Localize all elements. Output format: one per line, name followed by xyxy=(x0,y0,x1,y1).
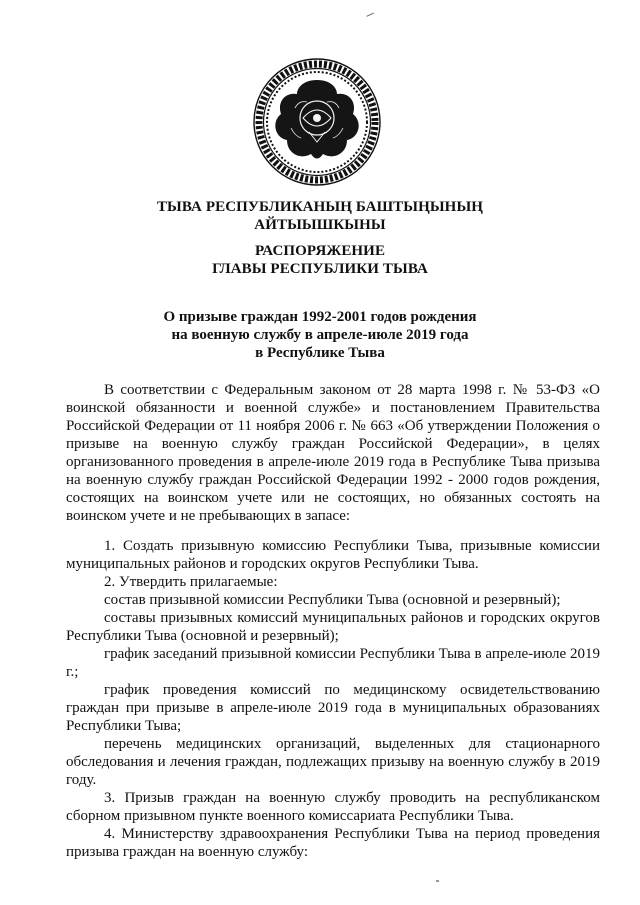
intro-paragraph: В соответствии с Федеральным законом от 28 марта 1998 г. № 53-ФЗ «О воинской обязанности и военной службе» и постановлением Правительства Российской Федерации от 11 ноября 2006 г. № 663 «Об утверждении Положения о призыве на военную службу граждан Российской Федерации», в целях организованного проведения в апреле-июле 2019 года в Республике Тыва призыва на военную службу граждан Российской Федерации 1992 - 2000 годов рождения, состоящих на воинском учете или не состоящих, но обязанных состоять на воинском учете и не пребывающих в запасе: xyxy=(66,382,600,524)
header-tyva xyxy=(0,198,640,234)
list-item: график заседаний призывной комиссии Республики Тыва в апреле-июле 2019 г.; xyxy=(66,646,600,680)
list-item: 4. Министерству здравоохранения Республики Тыва на период проведения призыва граждан на военную службу: xyxy=(66,826,600,860)
scan-dot xyxy=(436,880,439,882)
list-item: состав призывной комиссии Республики Тыва (основной и резервный); xyxy=(104,592,561,608)
items-section xyxy=(66,537,600,861)
list-item: составы призывных комиссий муниципальных районов и городских округов Республики Тыва (основной и резервный); xyxy=(66,610,600,644)
list-item: график проведения комиссий по медицинскому освидетельствованию граждан при призыве в апреле-июле 2019 года в муниципальных образованиях Республики Тыва; xyxy=(66,682,600,734)
header-russian-line: ГЛАВЫ РЕСПУБЛИКИ ТЫВА xyxy=(212,261,428,277)
scan-mark xyxy=(366,13,375,21)
title-line: О призыве граждан 1992-2001 годов рождения xyxy=(163,309,477,325)
header-tyva-line: АЙТЫЫШКЫНЫ xyxy=(254,217,386,233)
intro-section xyxy=(66,381,600,525)
list-item: перечень медицинских организаций, выделенных для стационарного обследования и лечения граждан, подлежащих призыву на военную службу в 2019 году. xyxy=(66,736,600,788)
list-item: 1. Создать призывную комиссию Республики Тыва, призывные комиссии муниципальных районов и городских округов Республики Тыва. xyxy=(66,538,600,572)
coat-of-arms-emblem xyxy=(251,56,383,188)
title-line: на военную службу в апреле-июле 2019 года xyxy=(171,327,469,343)
list-item: 2. Утвердить прилагаемые: xyxy=(104,574,278,590)
header-tyva-line: ТЫВА РЕСПУБЛИКАНЫҢ БАШТЫҢЫНЫҢ xyxy=(156,199,484,215)
title-line: в Республике Тыва xyxy=(255,345,385,361)
document-title xyxy=(0,308,640,362)
list-item: 3. Призыв граждан на военную службу проводить на республиканском сборном призывном пункте военного комиссариата Республики Тыва. xyxy=(66,790,600,824)
header-russian xyxy=(0,242,640,278)
header-russian-line: РАСПОРЯЖЕНИЕ xyxy=(254,243,386,259)
